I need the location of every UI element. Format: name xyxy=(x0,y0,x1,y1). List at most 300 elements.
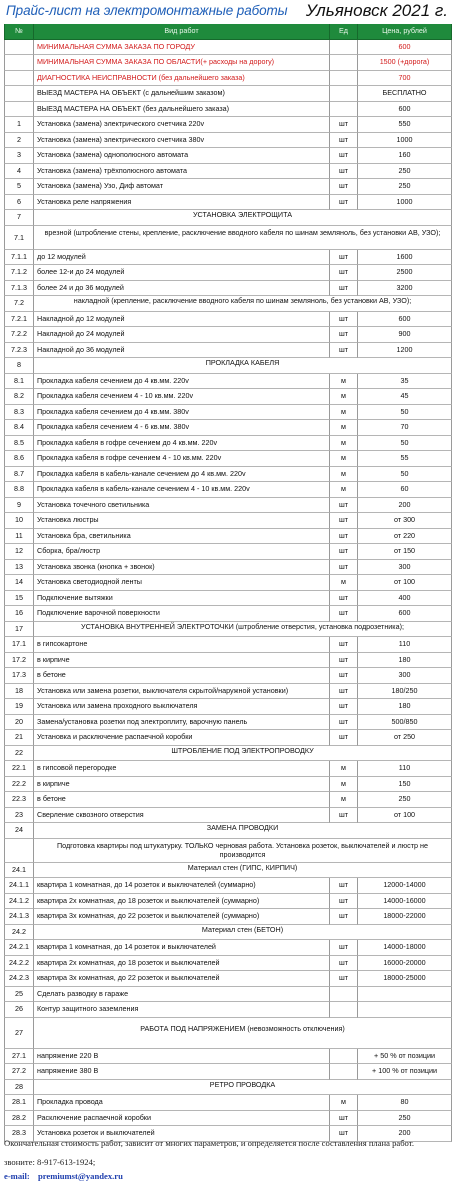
unit-cell: м xyxy=(330,374,358,390)
price-cell: 35 xyxy=(358,374,452,390)
city-year-label: Ульяновск 2021 г. xyxy=(305,1,448,20)
work-description: более 12-и до 24 модулей xyxy=(34,265,330,281)
work-description: Прокладка кабеля в кабель-канале сечением 4 - 10 кв.мм. 220v xyxy=(34,482,330,498)
unit-cell: шт xyxy=(330,668,358,684)
work-description: ВЫЕЗД МАСТЕРА НА ОБЪЕКТ (без дальнейшего заказа) xyxy=(34,102,330,118)
unit-cell: м xyxy=(330,436,358,452)
unit-cell: м xyxy=(330,467,358,483)
row-number: 7.1.2 xyxy=(4,265,34,281)
table-row xyxy=(4,940,452,956)
unit-cell xyxy=(330,1049,358,1065)
section-row xyxy=(4,863,452,879)
footer xyxy=(4,1138,452,1183)
work-description: Накладной до 12 модулей xyxy=(34,312,330,328)
row-number: 7.1 xyxy=(4,226,34,250)
unit-cell: шт xyxy=(330,250,358,266)
table-row xyxy=(4,761,452,777)
row-number: 2 xyxy=(4,133,34,149)
table-row xyxy=(4,956,452,972)
price-cell: 700 xyxy=(358,71,452,87)
unit-cell: м xyxy=(330,420,358,436)
work-description: МИНИМАЛЬНАЯ СУММА ЗАКАЗА ПО ГОРОДУ xyxy=(34,40,330,56)
price-list-title: Прайс-лист на электромонтажные работы xyxy=(6,3,288,18)
work-description: Установка и расключение распаечной коробки xyxy=(34,730,330,746)
table-row xyxy=(4,374,452,390)
row-number: 22.3 xyxy=(4,792,34,808)
price-cell: 600 xyxy=(358,102,452,118)
section-title: Подготовка квартиры под штукатурку. ТОЛЬКО черновая работа. Установка розеток, выключателей и люстр не производится xyxy=(34,839,452,863)
work-description: Установка (замена) однополюсного автомата xyxy=(34,148,330,164)
table-row xyxy=(4,591,452,607)
price-cell: 80 xyxy=(358,1095,452,1111)
row-number: 9 xyxy=(4,498,34,514)
unit-cell xyxy=(330,102,358,118)
table-row xyxy=(4,312,452,328)
price-cell: 500/850 xyxy=(358,715,452,731)
unit-cell: шт xyxy=(330,343,358,359)
price-cell: 12000-14000 xyxy=(358,878,452,894)
table-row xyxy=(4,715,452,731)
work-description: напряжение 220 В xyxy=(34,1049,330,1065)
price-cell: 550 xyxy=(358,117,452,133)
work-description: квартира 3х комнатная, до 22 розеток и выключателей (суммарно) xyxy=(34,909,330,925)
price-cell: + 100 % от позиции xyxy=(358,1064,452,1080)
work-description: Установка (замена) Узо, Диф автомат xyxy=(34,179,330,195)
work-description: Установка (замена) трёхполюсного автомата xyxy=(34,164,330,180)
row-number xyxy=(4,40,34,56)
price-cell: 1000 xyxy=(358,195,452,211)
row-number: 17.2 xyxy=(4,653,34,669)
row-number: 8.4 xyxy=(4,420,34,436)
row-number: 7.2.3 xyxy=(4,343,34,359)
table-row xyxy=(4,343,452,359)
unit-cell: шт xyxy=(330,529,358,545)
price-cell: 200 xyxy=(358,498,452,514)
price-cell: 50 xyxy=(358,467,452,483)
section-row xyxy=(4,210,452,226)
section-title: накладной (крепление, расключение вводного кабеля по шинам земляноль, без установки АВ, УЗО); xyxy=(34,296,452,312)
row-number: 22.2 xyxy=(4,777,34,793)
table-row xyxy=(4,529,452,545)
work-description: Прокладка кабеля сечением до 4 кв.мм. 380v xyxy=(34,405,330,421)
row-number: 27 xyxy=(4,1018,34,1049)
work-description: в гипсокартоне xyxy=(34,637,330,653)
row-number: 7 xyxy=(4,210,34,226)
price-cell: от 300 xyxy=(358,513,452,529)
section-row xyxy=(4,358,452,374)
table-row xyxy=(4,971,452,987)
table-row xyxy=(4,436,452,452)
table-row xyxy=(4,1049,452,1065)
table-row xyxy=(4,513,452,529)
work-description: Подключение варочной поверхности xyxy=(34,606,330,622)
table-row xyxy=(4,164,452,180)
price-cell: 16000-20000 xyxy=(358,956,452,972)
work-description: Установка светодиодной ленты xyxy=(34,575,330,591)
table-row xyxy=(4,148,452,164)
work-description: Прокладка кабеля сечением 4 - 6 кв.мм. 380v xyxy=(34,420,330,436)
unit-cell: шт xyxy=(330,715,358,731)
row-number: 18 xyxy=(4,684,34,700)
work-description: напряжение 380 В xyxy=(34,1064,330,1080)
price-cell: 1500 (+дорога) xyxy=(358,55,452,71)
table-row xyxy=(4,808,452,824)
work-description: Установка (замена) электрического счетчика 380v xyxy=(34,133,330,149)
work-description: Накладной до 36 модулей xyxy=(34,343,330,359)
table-row xyxy=(4,179,452,195)
work-description: Установка розеток и выключателей xyxy=(34,1126,330,1142)
unit-cell: шт xyxy=(330,148,358,164)
row-number: 17.3 xyxy=(4,668,34,684)
work-description: Установка (замена) электрического счетчика 220v xyxy=(34,117,330,133)
table-row xyxy=(4,777,452,793)
row-number: 8.2 xyxy=(4,389,34,405)
unit-cell: шт xyxy=(330,544,358,560)
unit-cell: шт xyxy=(330,513,358,529)
section-title: Материал стен (БЕТОН) xyxy=(34,925,452,941)
table-row xyxy=(4,482,452,498)
unit-cell: м xyxy=(330,761,358,777)
table-row xyxy=(4,405,452,421)
work-description: Прокладка кабеля в гофре сечением 4 - 10 кв.мм. 220v xyxy=(34,451,330,467)
table-row xyxy=(4,575,452,591)
price-cell: 180 xyxy=(358,653,452,669)
work-description: Подключение вытяжки xyxy=(34,591,330,607)
row-number: 8.7 xyxy=(4,467,34,483)
table-row xyxy=(4,117,452,133)
row-number xyxy=(4,839,34,863)
table-row xyxy=(4,451,452,467)
price-cell: 160 xyxy=(358,148,452,164)
table-row xyxy=(4,420,452,436)
work-description: Установка точечного светильника xyxy=(34,498,330,514)
table-row xyxy=(4,71,452,87)
unit-cell: шт xyxy=(330,606,358,622)
table-row xyxy=(4,684,452,700)
work-description: Установка или замена розетки, выключателя скрытой/наружной установки) xyxy=(34,684,330,700)
price-cell: от 100 xyxy=(358,575,452,591)
section-row xyxy=(4,296,452,312)
work-description: квартира 1 комнатная, до 14 розеток и выключателей (суммарно) xyxy=(34,878,330,894)
work-description: Сверление сквозного отверстия xyxy=(34,808,330,824)
row-number: 6 xyxy=(4,195,34,211)
row-number: 8.5 xyxy=(4,436,34,452)
price-cell: 250 xyxy=(358,164,452,180)
work-description: квартира 2х комнатная, до 18 розеток и выключателей xyxy=(34,956,330,972)
unit-cell xyxy=(330,1002,358,1018)
unit-cell: шт xyxy=(330,1111,358,1127)
row-number: 7.2.2 xyxy=(4,327,34,343)
price-cell: от 220 xyxy=(358,529,452,545)
section-title: УСТАНОВКА ЭЛЕКТРОЩИТА xyxy=(34,210,452,226)
row-number: 28.1 xyxy=(4,1095,34,1111)
row-number: 24 xyxy=(4,823,34,839)
unit-cell xyxy=(330,55,358,71)
unit-cell: шт xyxy=(330,1126,358,1142)
price-cell: 180 xyxy=(358,699,452,715)
row-number: 11 xyxy=(4,529,34,545)
row-number: 24.1.3 xyxy=(4,909,34,925)
price-cell: 600 xyxy=(358,40,452,56)
price-cell: от 150 xyxy=(358,544,452,560)
row-number: 20 xyxy=(4,715,34,731)
table-body xyxy=(4,40,452,1142)
price-cell: 3200 xyxy=(358,281,452,297)
row-number: 12 xyxy=(4,544,34,560)
unit-cell: шт xyxy=(330,164,358,180)
table-row xyxy=(4,637,452,653)
row-number: 13 xyxy=(4,560,34,576)
price-cell: БЕСПЛАТНО xyxy=(358,86,452,102)
price-cell: 300 xyxy=(358,560,452,576)
section-title: ЗАМЕНА ПРОВОДКИ xyxy=(34,823,452,839)
price-cell: 55 xyxy=(358,451,452,467)
table-row xyxy=(4,909,452,925)
unit-cell: шт xyxy=(330,133,358,149)
work-description: квартира 3х комнатная, до 22 розеток и выключателей xyxy=(34,971,330,987)
work-description: Установка люстры xyxy=(34,513,330,529)
unit-cell xyxy=(330,86,358,102)
row-number: 27.1 xyxy=(4,1049,34,1065)
column-header-number: № xyxy=(4,24,34,40)
work-description: Контур защитного заземления xyxy=(34,1002,330,1018)
table-row xyxy=(4,195,452,211)
column-header-work: Вид работ xyxy=(34,24,330,40)
unit-cell: шт xyxy=(330,281,358,297)
row-number: 28.2 xyxy=(4,1111,34,1127)
unit-cell: шт xyxy=(330,327,358,343)
price-cell: 200 xyxy=(358,1126,452,1142)
price-cell: 180/250 xyxy=(358,684,452,700)
price-cell: 250 xyxy=(358,1111,452,1127)
row-number: 3 xyxy=(4,148,34,164)
table-row xyxy=(4,498,452,514)
section-row xyxy=(4,823,452,839)
unit-cell: шт xyxy=(330,637,358,653)
unit-cell: шт xyxy=(330,971,358,987)
price-cell xyxy=(358,987,452,1003)
unit-cell: шт xyxy=(330,560,358,576)
row-number: 8.3 xyxy=(4,405,34,421)
price-cell: 50 xyxy=(358,405,452,421)
column-header-unit: Ед xyxy=(330,24,358,40)
row-number: 26 xyxy=(4,1002,34,1018)
row-number xyxy=(4,71,34,87)
price-cell: от 250 xyxy=(358,730,452,746)
table-row xyxy=(4,86,452,102)
work-description: Прокладка кабеля в гофре сечением до 4 кв.мм. 220v xyxy=(34,436,330,452)
work-description: Установка реле напряжения xyxy=(34,195,330,211)
work-description: Прокладка провода xyxy=(34,1095,330,1111)
work-description: Замена/установка розетки под электроплиту, варочную панель xyxy=(34,715,330,731)
row-number: 7.1.1 xyxy=(4,250,34,266)
phone-line xyxy=(4,1155,452,1169)
table-row xyxy=(4,55,452,71)
row-number: 1 xyxy=(4,117,34,133)
row-number: 19 xyxy=(4,699,34,715)
section-row xyxy=(4,226,452,250)
work-description: Прокладка кабеля сечением 4 - 10 кв.мм. 220v xyxy=(34,389,330,405)
phone-number[interactable]: 8-917-613-1924; xyxy=(37,1157,96,1167)
unit-cell: шт xyxy=(330,195,358,211)
unit-cell xyxy=(330,40,358,56)
section-row xyxy=(4,925,452,941)
work-description: более 24 и до 36 модулей xyxy=(34,281,330,297)
table-row xyxy=(4,792,452,808)
price-cell: от 100 xyxy=(358,808,452,824)
row-number: 14 xyxy=(4,575,34,591)
work-description: Сделать разводку в гараже xyxy=(34,987,330,1003)
section-row xyxy=(4,622,452,638)
work-description: Установка звонка (кнопка + звонок) xyxy=(34,560,330,576)
table-row xyxy=(4,987,452,1003)
section-title: РАБОТА ПОД НАПРЯЖЕНИЕМ (невозможность отключения) xyxy=(34,1018,452,1049)
row-number: 16 xyxy=(4,606,34,622)
work-description: Расключение распаечной коробки xyxy=(34,1111,330,1127)
work-description: ДИАГНОСТИКА НЕИСПРАВНОСТИ (без дальнейшего заказа) xyxy=(34,71,330,87)
unit-cell: м xyxy=(330,482,358,498)
unit-cell: шт xyxy=(330,684,358,700)
row-number: 7.2 xyxy=(4,296,34,312)
table-row xyxy=(4,668,452,684)
phone-label: звоните: xyxy=(4,1157,35,1167)
unit-cell xyxy=(330,1064,358,1080)
section-row xyxy=(4,1080,452,1096)
page-header xyxy=(0,0,456,24)
unit-cell: шт xyxy=(330,808,358,824)
table-header-row xyxy=(4,24,452,40)
row-number: 22 xyxy=(4,746,34,762)
price-cell: 150 xyxy=(358,777,452,793)
table-row xyxy=(4,560,452,576)
unit-cell: м xyxy=(330,575,358,591)
row-number: 24.2.1 xyxy=(4,940,34,956)
work-description: Накладной до 24 модулей xyxy=(34,327,330,343)
price-cell: 900 xyxy=(358,327,452,343)
email-link[interactable]: premiumst@yandex.ru xyxy=(37,1171,123,1181)
price-cell: 45 xyxy=(358,389,452,405)
table-row xyxy=(4,1064,452,1080)
table-row xyxy=(4,250,452,266)
unit-cell: шт xyxy=(330,312,358,328)
work-description: в бетоне xyxy=(34,792,330,808)
row-number: 17 xyxy=(4,622,34,638)
row-number: 8.8 xyxy=(4,482,34,498)
column-header-price: Цена, рублей xyxy=(358,24,452,40)
row-number: 15 xyxy=(4,591,34,607)
section-title: ПРОКЛАДКА КАБЕЛЯ xyxy=(34,358,452,374)
row-number: 24.1.2 xyxy=(4,894,34,910)
price-table xyxy=(4,24,452,1142)
price-cell: 1600 xyxy=(358,250,452,266)
price-cell xyxy=(358,1002,452,1018)
unit-cell: м xyxy=(330,1095,358,1111)
unit-cell: шт xyxy=(330,909,358,925)
work-description: в кирпиче xyxy=(34,777,330,793)
work-description: в гипсовой перегородке xyxy=(34,761,330,777)
table-row xyxy=(4,389,452,405)
unit-cell: шт xyxy=(330,265,358,281)
row-number xyxy=(4,55,34,71)
section-title: УСТАНОВКА ВНУТРЕННЕЙ ЭЛЕКТРОТОЧКИ (штробление отверстия, установка подрозетника); xyxy=(34,622,452,638)
table-row xyxy=(4,133,452,149)
unit-cell: шт xyxy=(330,117,358,133)
price-cell: 250 xyxy=(358,179,452,195)
row-number: 24.2.2 xyxy=(4,956,34,972)
price-cell: 18000-22000 xyxy=(358,909,452,925)
table-row xyxy=(4,730,452,746)
row-number: 24.1 xyxy=(4,863,34,879)
work-description: квартира 1 комнатная, до 14 розеток и выключателей xyxy=(34,940,330,956)
row-number: 28.3 xyxy=(4,1126,34,1142)
table-row xyxy=(4,653,452,669)
section-title: Материал стен (ГИПС, КИРПИЧ) xyxy=(34,863,452,879)
work-description: Прокладка кабеля в кабель-канале сечением до 4 кв.мм. 220v xyxy=(34,467,330,483)
price-cell: 1200 xyxy=(358,343,452,359)
row-number: 25 xyxy=(4,987,34,1003)
unit-cell: шт xyxy=(330,591,358,607)
section-row xyxy=(4,1018,452,1049)
price-cell: 60 xyxy=(358,482,452,498)
row-number: 4 xyxy=(4,164,34,180)
unit-cell: м xyxy=(330,777,358,793)
email-label: e-mail: xyxy=(4,1171,30,1181)
row-number: 22.1 xyxy=(4,761,34,777)
unit-cell: м xyxy=(330,792,358,808)
unit-cell: шт xyxy=(330,179,358,195)
work-description: в бетоне xyxy=(34,668,330,684)
section-title: ШТРОБЛЕНИЕ ПОД ЭЛЕКТРОПРОВОДКУ xyxy=(34,746,452,762)
table-row xyxy=(4,1111,452,1127)
row-number: 24.2 xyxy=(4,925,34,941)
price-cell: 1000 xyxy=(358,133,452,149)
work-description: Установка бра, светильника xyxy=(34,529,330,545)
work-description: ВЫЕЗД МАСТЕРА НА ОБЪЕКТ (с дальнейшим заказом) xyxy=(34,86,330,102)
row-number: 24.2.3 xyxy=(4,971,34,987)
unit-cell: шт xyxy=(330,894,358,910)
table-row xyxy=(4,1095,452,1111)
table-row xyxy=(4,699,452,715)
row-number xyxy=(4,102,34,118)
price-cell: 18000-25000 xyxy=(358,971,452,987)
work-description: в кирпиче xyxy=(34,653,330,669)
row-number: 7.2.1 xyxy=(4,312,34,328)
unit-cell: шт xyxy=(330,956,358,972)
unit-cell xyxy=(330,71,358,87)
unit-cell: шт xyxy=(330,653,358,669)
table-row xyxy=(4,40,452,56)
work-description: Прокладка кабеля сечением до 4 кв.мм. 220v xyxy=(34,374,330,390)
work-description: Установка или замена проходного выключателя xyxy=(34,699,330,715)
work-description: МИНИМАЛЬНАЯ СУММА ЗАКАЗА ПО ОБЛАСТИ(+ расходы на дорогу) xyxy=(34,55,330,71)
price-cell: 50 xyxy=(358,436,452,452)
unit-cell: м xyxy=(330,389,358,405)
footer-note: Окончательная стоимость работ, зависит от многих параметров, и определяется после составления плана работ. xyxy=(4,1138,415,1148)
price-cell: 110 xyxy=(358,637,452,653)
unit-cell: шт xyxy=(330,699,358,715)
unit-cell: м xyxy=(330,451,358,467)
table-row xyxy=(4,1002,452,1018)
work-description: Сборка, бра/люстр xyxy=(34,544,330,560)
price-cell: 2500 xyxy=(358,265,452,281)
table-row xyxy=(4,878,452,894)
row-number xyxy=(4,86,34,102)
table-row xyxy=(4,894,452,910)
row-number: 10 xyxy=(4,513,34,529)
price-cell: 110 xyxy=(358,761,452,777)
unit-cell xyxy=(330,987,358,1003)
table-row xyxy=(4,102,452,118)
